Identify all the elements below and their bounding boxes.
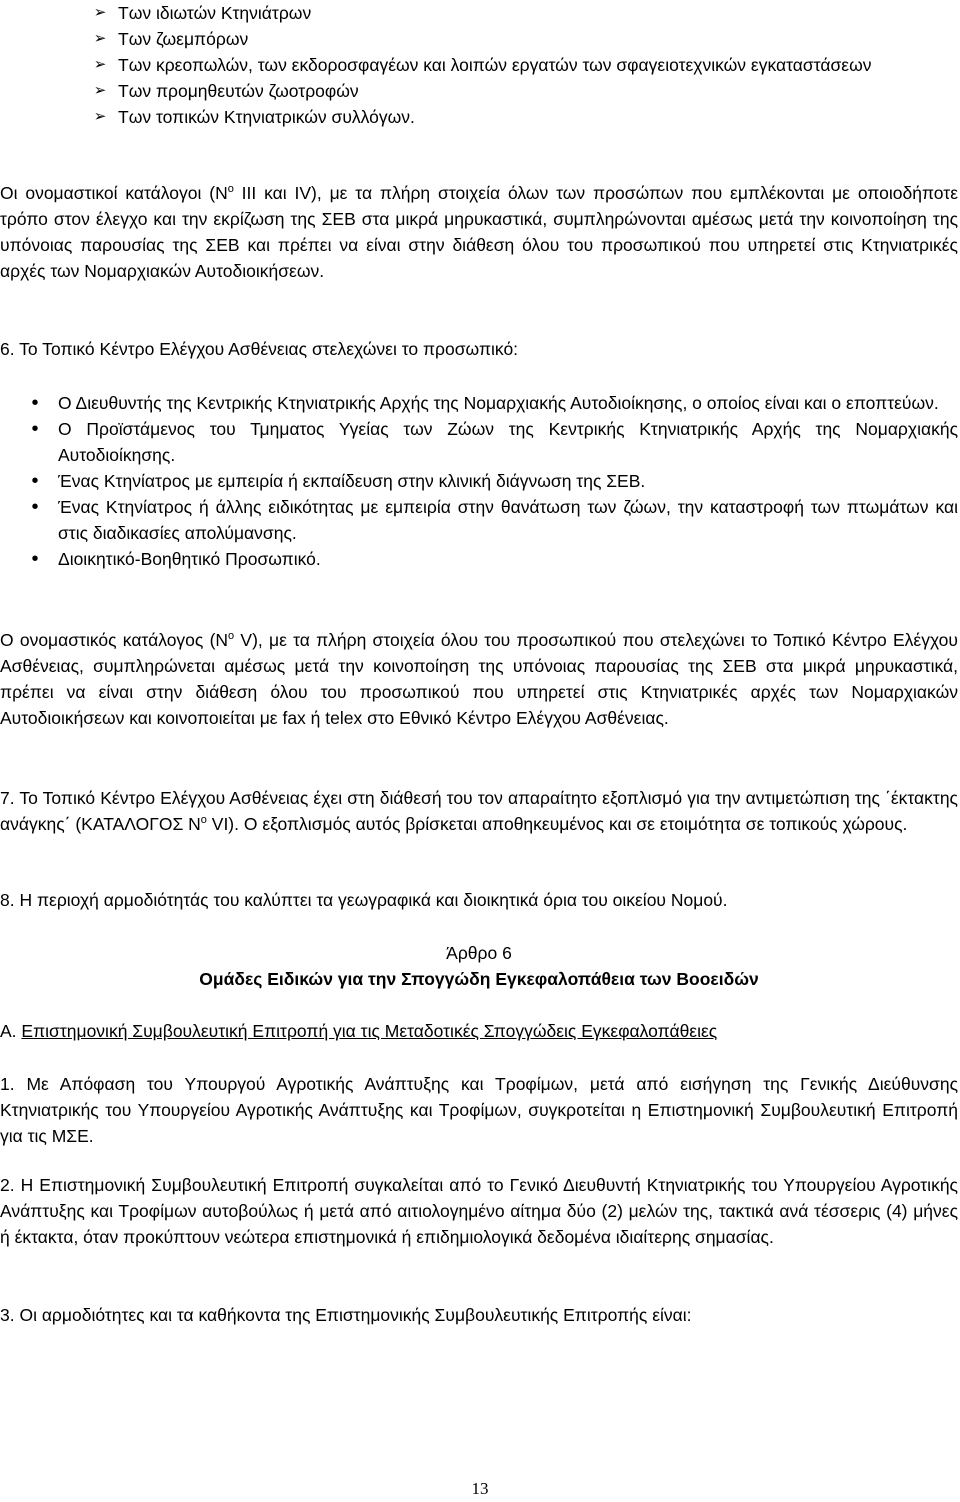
arrow-bullet-icon: ➢ <box>93 56 107 73</box>
paragraph-lists-III-IV: Οι ονομαστικοί κατάλογοι ($N^o$ III και IV), με τα πλήρη στοιχεία όλων των προσώπων που εμπλέκονται με οποιοδήποτε τρόπο στον έλεγχο και την εκρίζωση της ΣΕΒ στα μικρά μηρυκαστικά, συμπληρώνονται αμέσως μετά την κοινοποίηση της υπόνοιας παρουσίας της ΣΕΒ και πρέπει να είναι στην διάθεση όλου του προσωπικού που υπηρετεί στις Κτηνιατρικές αρχές των Νομαρχιακών Αυτοδιοικήσεων. <box>0 183 958 281</box>
paragraph-list-V: Ο ονομαστικός κατάλογος ($N^o$ V), με τα πλήρη στοιχεία όλου του προσωπικού που στελεχώνει το Τοπικό Κέντρο Ελέγχου Ασθένειας, συμπληρώνεται αμέσως μετά την κοινοποίηση της υπόνοιας παρουσίας της ΣΕΒ στα μικρά μηρυκαστικά, πρέπει να είναι στην διάθεση όλου του προσωπικού που υπηρετεί στις Κτηνιατρικές αρχές των Νομαρχιακών Αυτοδιοικήσεων και κοινοποιείται με fax ή telex στο Εθνικό Κέντρο Ελέγχου Ασθένειας. <box>0 630 958 728</box>
arrow-bullet-icon: ➢ <box>93 108 107 125</box>
list-item: • Ο Προϊστάμενος του Τμηματος Υγείας των Ζώων της Κεντρικής Κτηνιατρικής Αρχής της Νομαρχιακής Αυτοδιοίκησης. <box>0 416 958 468</box>
article-title: Ομάδες Ειδικών για την Σπογγώδη Εγκεφαλοπάθεια των Βοοειδών <box>199 969 759 989</box>
list-item: ➢ Των τοπικών Κτηνιατρικών συλλόγων. <box>0 104 958 130</box>
list-item: ➢ Των κρεοπωλών, των εκδοροσφαγέων και λοιπών εργατών των σφαγειοτεχνικών εγκαταστάσεων <box>0 52 958 78</box>
list-item: • Διοικητικό-Βοηθητικό Προσωπικό. <box>0 546 958 572</box>
arrow-bullet-icon: ➢ <box>93 4 107 21</box>
arrow-bullet-icon: ➢ <box>93 30 107 47</box>
list-item: • Ένας Κτηνίατρος ή άλλης ειδικότητας με εμπειρία στην θανάτωση των ζώων, την καταστροφή των πτωμάτων και στις διαδικασίες απολύμανσης. <box>0 494 958 546</box>
section-a-item-3: 3. Οι αρμοδιότητες και τα καθήκοντα της Επιστημονικής Συμβουλευτικής Επιτροπής είναι: <box>0 1305 692 1325</box>
arrow-bullet-icon: ➢ <box>93 82 107 99</box>
staff-list <box>0 390 958 572</box>
section-a-item-2: 2. Η Επιστημονική Συμβουλευτική Επιτροπή συγκαλείται από το Γενικό Διευθυντή Κτηνιατρικής του Υπουργείου Αγροτικής Ανάπτυξης και Τροφίμων αυτοβούλως ή μετά από αιτιολογημένο αίτημα δύο (2) μελών της, τακτικά ανά τέσσερις (4) μήνες ή έκτακτα, όταν προκύπτουν νεώτερα επιστημονικά ή επιδημιολογικά δεδομένα ιδιαίτερης σημασίας. <box>0 1175 958 1247</box>
dot-bullet-icon: • <box>31 418 39 440</box>
article-number: Άρθρο 6 <box>446 943 512 963</box>
dot-bullet-icon: • <box>31 470 39 492</box>
dot-bullet-icon: • <box>31 496 39 518</box>
page-number: 13 <box>471 1479 489 1498</box>
stakeholder-list <box>0 0 958 130</box>
list-item: ➢ Των ζωεμπόρων <box>0 26 958 52</box>
dot-bullet-icon: • <box>31 548 39 570</box>
list-item: ➢ Των ιδιωτών Κτηνιάτρων <box>0 0 958 26</box>
paragraph-7: 7. Το Τοπικό Κέντρο Ελέγχου Ασθένειας έχει στη διάθεσή του τον απαραίτητο εξοπλισμό για την αντιμετώπιση της ΄έκτακτης ανάγκης΄ (ΚΑΤΑΛΟΓΟΣ $N^o$ VI). Ο εξοπλισμός αυτός βρίσκεται αποθηκευμένος και σε ετοιμότητα σε τοπικούς χώρους. <box>0 788 958 834</box>
list-item: ➢ Των προμηθευτών ζωοτροφών <box>0 78 958 104</box>
list-item: • Ένας Κτηνίατρος με εμπειρία ή εκπαίδευση στην κλινική διάγνωση της ΣΕΒ. <box>0 468 958 494</box>
section-6-heading: 6. Το Τοπικό Κέντρο Ελέγχου Ασθένειας στελεχώνει το προσωπικό: <box>0 339 519 359</box>
list-item: • Ο Διευθυντής της Κεντρικής Κτηνιατρικής Αρχής της Νομαρχιακής Αυτοδιοίκησης, ο οποίος είναι και ο εποπτεύων. <box>0 390 958 416</box>
paragraph-8: 8. Η περιοχή αρμοδιότητάς του καλύπτει τα γεωγραφικά και διοικητικά όρια του οικείου Νομού. <box>0 890 728 910</box>
section-a-item-1: 1. Με Απόφαση του Υπουργού Αγροτικής Ανάπτυξης και Τροφίμων, μετά από εισήγηση της Γενικής Διεύθυνσης Κτηνιατρικής του Υπουργείου Αγροτικής Ανάπτυξης και Τροφίμων, συγκροτείται η Επιστημονική Συμβουλευτική Επιτροπή για τις ΜΣΕ. <box>0 1074 958 1146</box>
dot-bullet-icon: • <box>31 392 39 414</box>
section-a-heading: Α. Επιστημονική Συμβουλευτική Επιτροπή για τις Μεταδοτικές Σπογγώδεις Εγκεφαλοπάθειες <box>0 1021 718 1041</box>
